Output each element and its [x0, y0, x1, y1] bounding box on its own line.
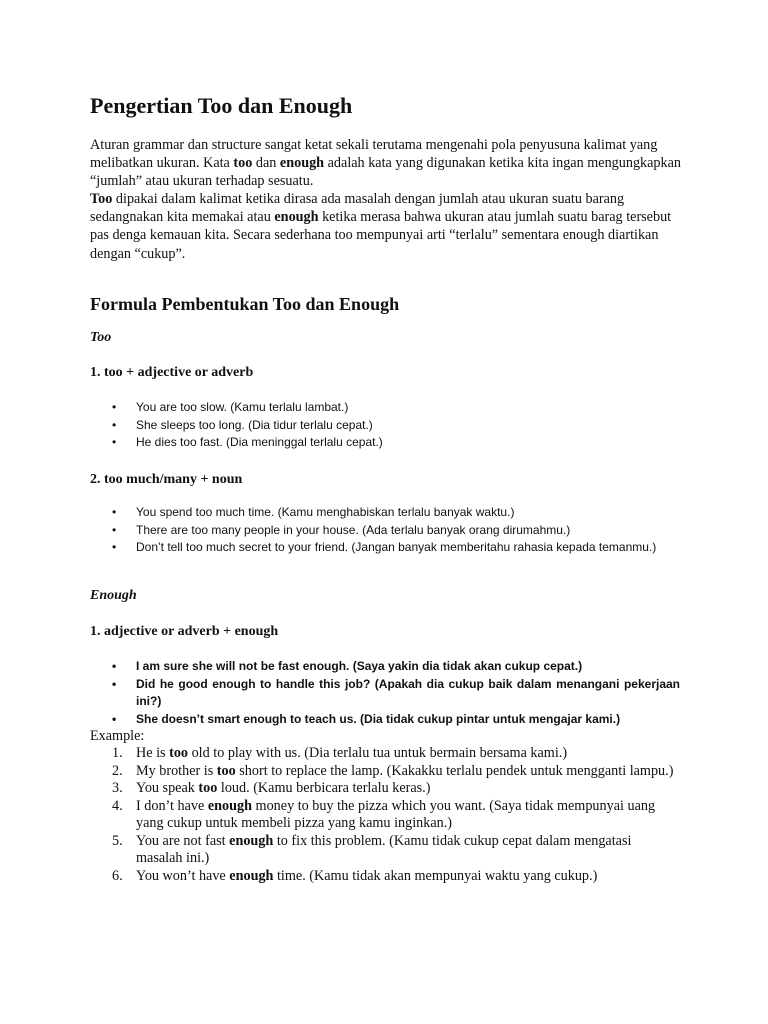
list-item: • You spend too much time. (Kamu menghabiskan terlalu banyak waktu.) — [112, 504, 680, 522]
example-keyword: too — [169, 745, 189, 761]
example-text: loud. (Kamu berbicara terlalu keras.) — [217, 780, 431, 796]
page-title: Pengertian Too dan Enough — [90, 93, 353, 118]
list-item: • She sleeps too long. (Dia tidur terlalu cepat.) — [112, 417, 680, 435]
example-keyword: enough — [229, 832, 274, 849]
example-item — [112, 763, 680, 781]
formula-heading: Formula Pembentukan Too dan Enough — [90, 294, 400, 314]
list-item: • Did he good enough to handle this job? (Apakah dia cukup baik dalam menangani pekerjaan ini?) — [112, 676, 680, 711]
enough-rule-1-heading: 1. adjective or adverb + enough — [90, 624, 279, 639]
list-item: • Don’t tell too much secret to your friend. (Jangan banyak memberitahu rahasia kepada temanmu.) — [112, 539, 680, 557]
list-item: • You are too slow. (Kamu terlalu lambat.) — [112, 399, 680, 417]
example-keyword: too — [198, 780, 218, 796]
intro-paragraph-2 — [90, 190, 684, 263]
keyword-too: Too — [90, 191, 113, 207]
example-keyword: enough — [207, 797, 252, 814]
item-number: 5. — [112, 832, 123, 849]
intro-text: dan — [252, 155, 280, 172]
example-text: short to replace the lamp. (Kakakku terlalu pendek untuk mengganti lampu.) — [235, 762, 674, 779]
keyword-enough: enough — [279, 155, 325, 172]
intro-text: ketika merasa bahwa ukuran atau jumlah suatu barag tersebut pas denga kemauan kita. Secara sederhana too mempunyai arti “terlalu” sementara enough diartikan dengan “cukup”. — [90, 209, 672, 262]
enough-section-label: Enough — [90, 588, 137, 603]
example-text: You won’t have — [136, 867, 230, 884]
list-item: • I am sure she will not be fast enough. (Saya yakin dia tidak akan cukup cepat.) — [112, 658, 680, 676]
example-keyword: enough — [229, 867, 274, 884]
too-rule-1-heading: 1. too + adjective or adverb — [90, 365, 254, 380]
item-number: 4. — [112, 797, 123, 814]
example-item — [112, 798, 680, 833]
example-text: You are not fast — [136, 832, 230, 849]
list-item: • She doesn’t smart enough to teach us. (Dia tidak cukup pintar untuk mengajar kami.) — [112, 711, 680, 729]
example-item — [112, 745, 680, 763]
example-text: You speak — [136, 780, 199, 796]
example-text: He is — [136, 745, 170, 761]
keyword-too: too — [233, 155, 253, 172]
example-label: Example: — [90, 728, 145, 744]
example-text: to fix this problem. (Kamu tidak cukup cepat dalam mengatasi masalah ini.) — [136, 832, 632, 866]
example-text: time. (Kamu tidak akan mempunyai waktu yang cukup.) — [273, 867, 598, 884]
example-item — [112, 780, 680, 798]
example-text: money to buy the pizza which you want. (Saya tidak mempunyai uang yang cukup untuk membeli pizza yang kamu inginkan.) — [136, 797, 656, 831]
too-section-label: Too — [90, 330, 112, 345]
too-rule-1-list — [112, 399, 680, 452]
intro-text: Aturan grammar dan structure sangat ketat sekali terutama mengenahi pola penyusuna kalimat yang melibatkan ukuran. Kata — [90, 137, 658, 172]
example-text: My brother is — [136, 762, 217, 779]
item-number: 3. — [112, 780, 123, 796]
item-number: 6. — [112, 867, 123, 884]
enough-rule-1-list — [112, 658, 680, 728]
example-item — [112, 868, 680, 886]
example-item — [112, 833, 680, 868]
example-text: I don’t have — [136, 797, 208, 814]
item-number: 2. — [112, 762, 123, 779]
too-rule-2-heading: 2. too much/many + noun — [90, 472, 243, 487]
item-number: 1. — [112, 745, 123, 761]
keyword-enough: enough — [274, 209, 319, 226]
example-keyword: too — [216, 762, 236, 779]
examples-list — [112, 745, 680, 885]
example-text: old to play with us. (Dia terlalu tua untuk bermain bersama kami.) — [188, 745, 568, 761]
intro-text: dipakai dalam kalimat ketika dirasa ada masalah dengan jumlah atau ukuran suatu barang sedangnakan kita memakai atau — [90, 191, 625, 226]
list-item: • He dies too fast. (Dia meninggal terlalu cepat.) — [112, 434, 680, 452]
too-rule-2-list — [112, 504, 680, 557]
intro-paragraph-1 — [90, 136, 684, 191]
list-item: • There are too many people in your house. (Ada terlalu banyak orang dirumahmu.) — [112, 522, 680, 540]
intro-text: adalah kata yang digunakan ketika kita ingan mengungkapkan “jumlah” atau ukuran terhadap sesuatu. — [90, 155, 682, 190]
